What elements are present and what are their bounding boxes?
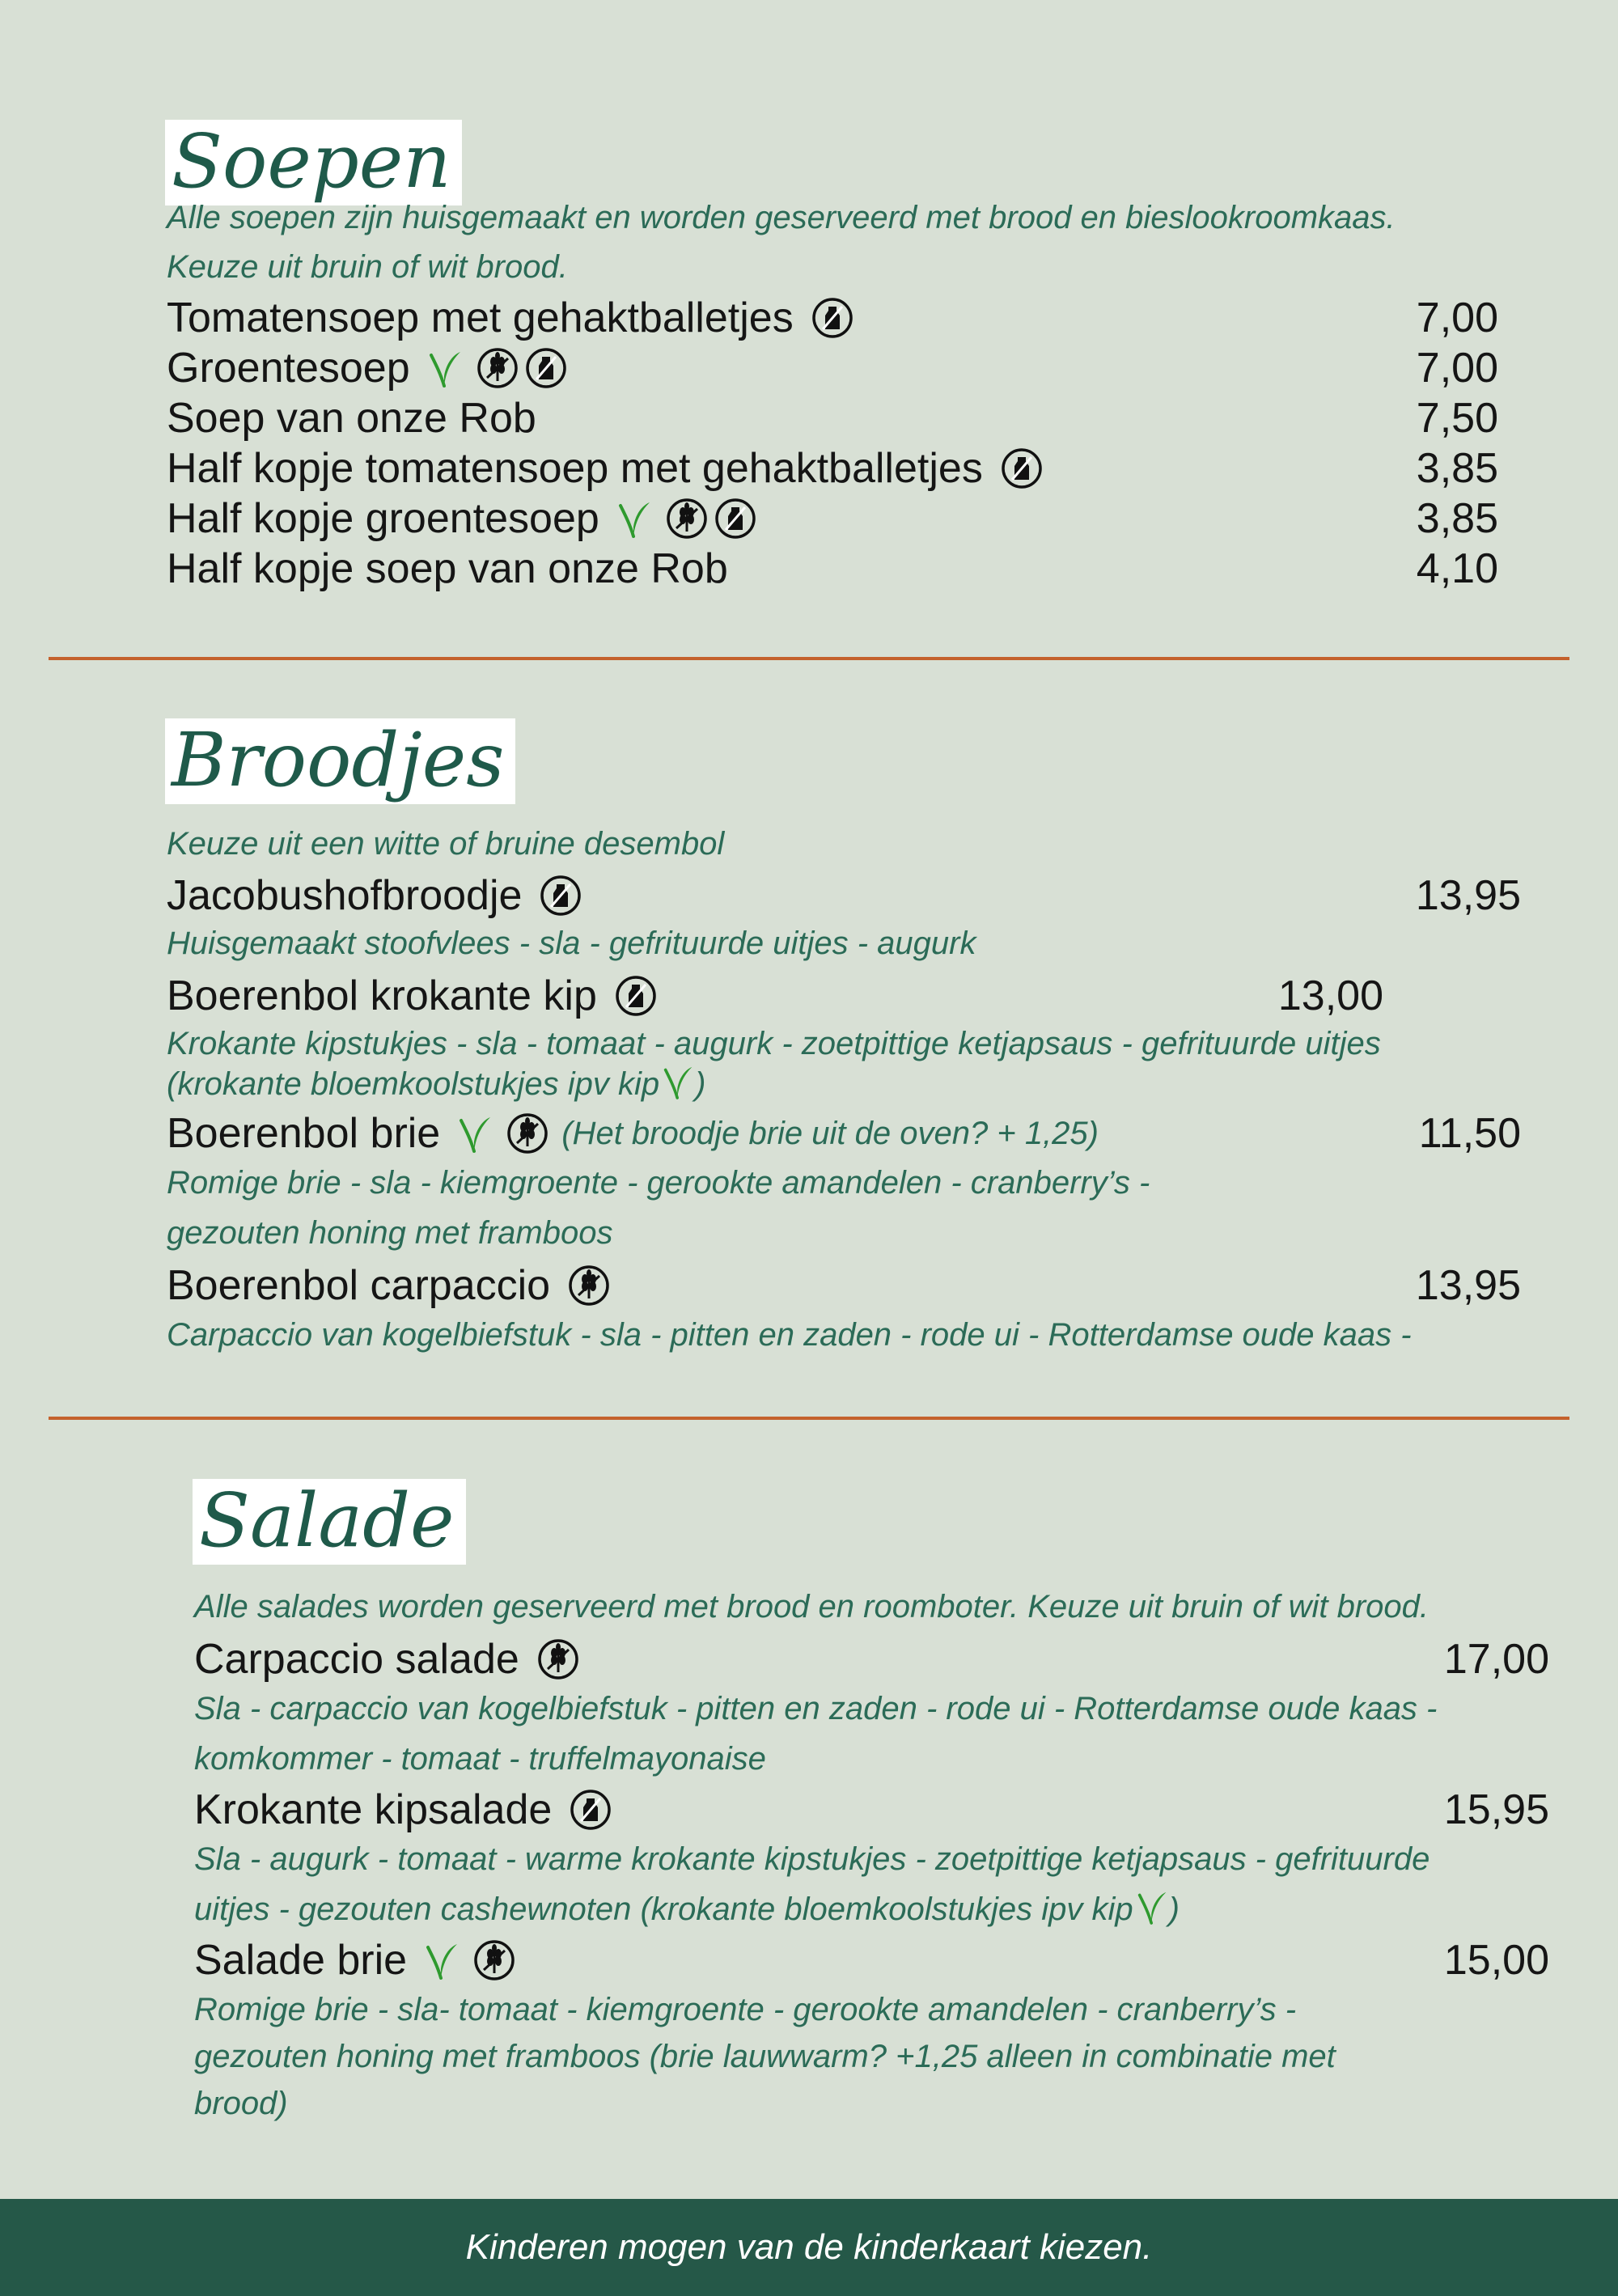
lactose-free-icon [525,347,567,389]
item-name: Half kopje groentesoep [167,495,599,542]
vegetarian-leaf-icon [428,347,470,389]
item-price: 3,85 [1416,445,1498,492]
menu-item-half-soep-van-onze-rob [167,544,728,594]
item-description: Krokante kipstukjes - sla - tomaat - augurk - zoetpittige ketjapsaus - gefrituurde uitjes [167,1026,1381,1061]
item-name: Salade brie [194,1937,408,1984]
item-description: Huisgemaakt stoofvlees - sla - gefrituurde uitjes - augurk [167,926,976,961]
desc-text: ) [1168,1891,1180,1927]
menu-item-half-groentesoep [167,494,756,544]
item-description [194,1885,1180,1934]
item-description: komkommer - tomaat - truffelmayonaise [194,1741,766,1777]
menu-item-boerenbol-krokante-kip [167,971,657,1021]
item-price: 13,00 [1277,972,1383,1019]
lactose-free-icon [1001,447,1043,489]
item-name: Krokante kipsalade [194,1786,553,1833]
menu-item-jacobushofbroodje [167,871,582,921]
menu-item-boerenbol-carpaccio [167,1260,610,1311]
menu-item-carpaccio-salade [194,1634,579,1684]
menu-item-soep-van-onze-rob [167,393,536,443]
item-name: Jacobushofbroodje [167,872,523,919]
menu-item-tomatensoep [167,293,853,343]
desc-text: (krokante bloemkoolstukjes ipv kip [167,1066,660,1102]
menu-item-boerenbol-brie [167,1108,1099,1159]
vegetarian-leaf-icon [663,1062,695,1101]
vegetarian-leaf-icon [617,498,659,540]
item-name: Boerenbol brie [167,1110,441,1157]
section-divider [49,1417,1569,1420]
item-price: 3,85 [1416,495,1498,542]
item-price: 13,95 [1415,1262,1521,1309]
item-name: Half kopje tomatensoep met gehaktballetjes [167,445,983,492]
salade-heading: Salade [193,1479,466,1565]
footer-text: Kinderen mogen van de kinderkaart kiezen. [465,2227,1153,2267]
gluten-free-icon [473,1939,515,1981]
item-price: 7,00 [1416,294,1498,341]
desc-text: ) [695,1066,706,1102]
item-name: Half kopje soep van onze Rob [167,545,728,592]
item-description [167,1060,706,1108]
item-price: 7,50 [1416,395,1498,442]
item-name: Soep van onze Rob [167,395,536,442]
item-price: 15,95 [1443,1786,1549,1833]
soepen-note-1: Alle soepen zijn huisgemaakt en worden geserveerd met brood en bieslookroomkaas. [167,200,1396,235]
item-name: Boerenbol krokante kip [167,972,597,1019]
broodjes-note: Keuze uit een witte of bruine desembol [167,826,725,862]
lactose-free-icon [811,297,853,339]
item-description: Romige brie - sla- tomaat - kiemgroente - gerookte amandelen - cranberry’s - [194,1992,1297,2027]
menu-item-krokante-kipsalade [194,1785,612,1835]
item-extra-option: (Het broodje brie uit de oven? + 1,25) [561,1116,1099,1151]
menu-item-groentesoep [167,343,567,393]
gluten-free-icon [568,1264,610,1307]
footer-banner [0,2199,1618,2296]
item-name: Groentesoep [167,345,410,392]
lactose-free-icon [714,498,756,540]
item-price: 4,10 [1416,545,1498,592]
item-price: 11,50 [1418,1110,1521,1157]
lactose-free-icon [615,975,657,1017]
item-description: brood) [194,2086,288,2121]
broodjes-heading: Broodjes [165,718,515,804]
soepen-note-2: Keuze uit bruin of wit brood. [167,249,568,285]
item-price: 7,00 [1416,345,1498,392]
section-divider [49,657,1569,660]
item-description: Sla - augurk - tomaat - warme krokante kipstukjes - zoetpittige ketjapsaus - gefrituurde [194,1841,1430,1877]
desc-text: uitjes - gezouten cashewnoten (krokante bloemkoolstukjes ipv kip [194,1891,1133,1927]
gluten-free-icon [506,1112,549,1154]
salade-note: Alle salades worden geserveerd met brood en roomboter. Keuze uit bruin of wit brood. [194,1589,1430,1625]
item-price: 13,95 [1415,872,1521,919]
vegetarian-leaf-icon [458,1112,500,1154]
lactose-free-icon [540,875,582,917]
item-name: Boerenbol carpaccio [167,1262,551,1309]
menu-item-salade-brie [194,1935,515,1985]
item-price: 17,00 [1443,1636,1549,1683]
item-description: Carpaccio van kogelbiefstuk - sla - pitten en zaden - rode ui - Rotterdamse oude kaas - [167,1317,1412,1353]
vegetarian-leaf-icon [425,1939,467,1981]
item-name: Tomatensoep met gehaktballetjes [167,294,794,341]
vegetarian-leaf-icon [1137,1887,1169,1926]
item-description: Sla - carpaccio van kogelbiefstuk - pitten en zaden - rode ui - Rotterdamse oude kaas - [194,1691,1438,1726]
gluten-free-icon [666,498,708,540]
soepen-heading: Soepen [165,120,462,205]
item-description: gezouten honing met framboos (brie lauwwarm? +1,25 alleen in combinatie met [194,2039,1336,2074]
item-description: gezouten honing met framboos [167,1215,613,1251]
gluten-free-icon [537,1638,579,1680]
lactose-free-icon [570,1789,612,1831]
gluten-free-icon [477,347,519,389]
item-price: 15,00 [1443,1937,1549,1984]
menu-item-half-tomatensoep [167,443,1043,494]
item-description: Romige brie - sla - kiemgroente - gerookte amandelen - cranberry’s - [167,1165,1150,1201]
item-name: Carpaccio salade [194,1636,519,1683]
